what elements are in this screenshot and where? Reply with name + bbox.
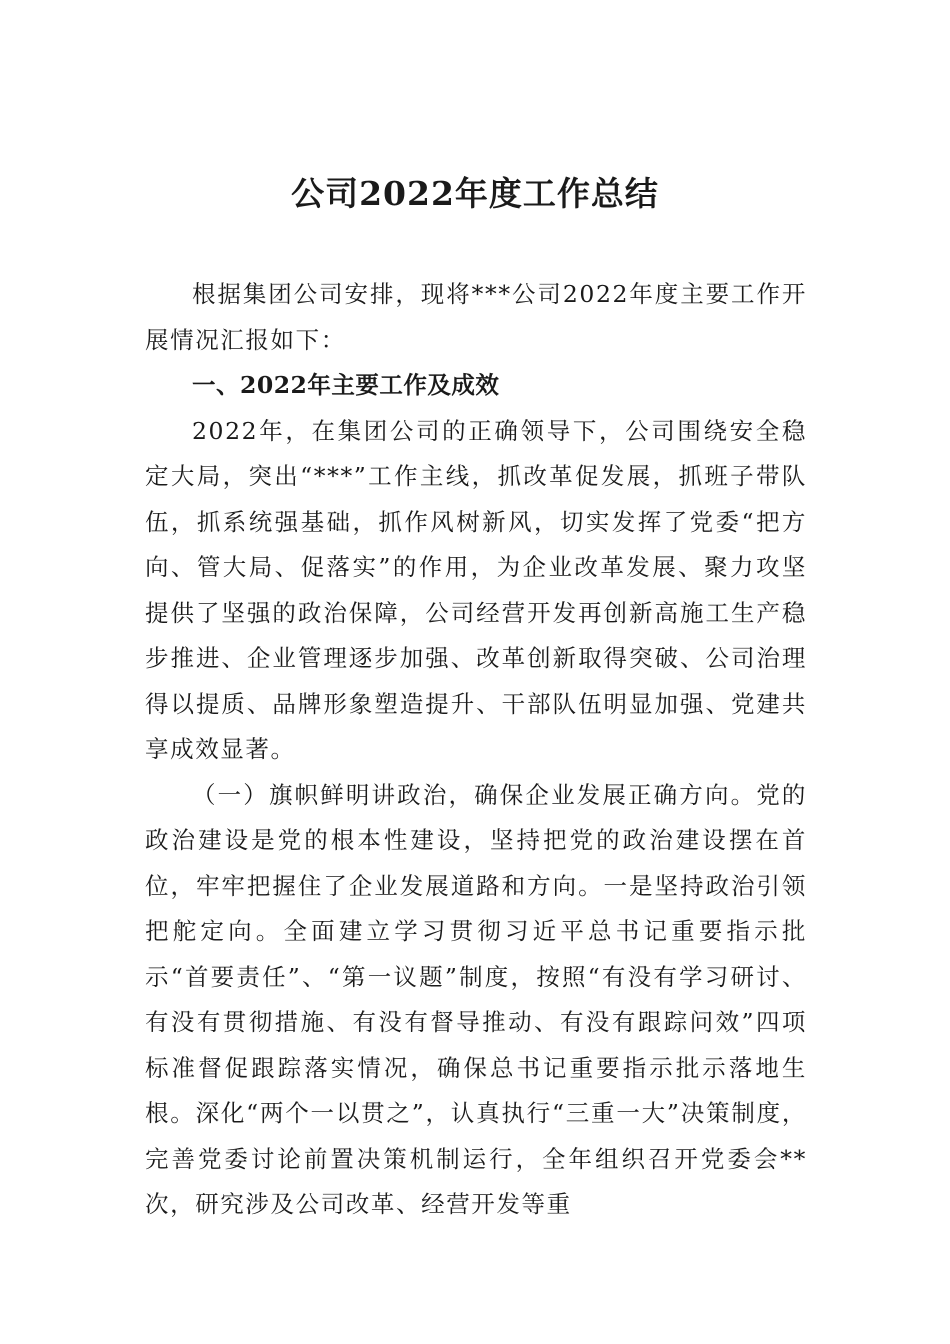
document-title: 公司2022年度工作总结 <box>291 174 659 213</box>
document-body <box>145 272 807 1228</box>
section-heading: 一、2022年主要工作及成效 <box>192 371 500 399</box>
subsection-paragraph: （一）旗帜鲜明讲政治，确保企业发展正确方向。党的政治建设是党的根本性建设，坚持把党的政治建设摆在首位，牢牢把握住了企业发展道路和方向。一是坚持政治引领把舵定向。全面建立学习贯彻习近平总书记重要指示批示“首要责任”、“第一议题”制度，按照“有没有学习研讨、有没有贯彻措施、有没有督导推动、有没有跟踪问效”四项标准督促跟踪落实情况，确保总书记重要指示批示落地生根。深化“两个一以贯之”，认真执行“三重一大”决策制度，完善党委讨论前置决策机制运行，全年组织召开党委会**次，研究涉及公司改革、经营开发等重 <box>145 780 807 1218</box>
section-paragraph: 2022年，在集团公司的正确领导下，公司围绕安全稳定大局，突出“***”工作主线，抓改革促发展，抓班子带队伍，抓系统强基础，抓作风树新风，切实发挥了党委“把方向、管大局、促落实”的作用，为企业改革发展、聚力攻坚提供了坚强的政治保障，公司经营开发再创新高施工生产稳步推进、企业管理逐步加强、改革创新取得突破、公司治理得以提质、品牌形象塑造提升、干部队伍明显加强、党建共享成效显著。 <box>145 416 807 763</box>
intro-paragraph: 根据集团公司安排，现将***公司2022年度主要工作开展情况汇报如下： <box>145 280 807 354</box>
